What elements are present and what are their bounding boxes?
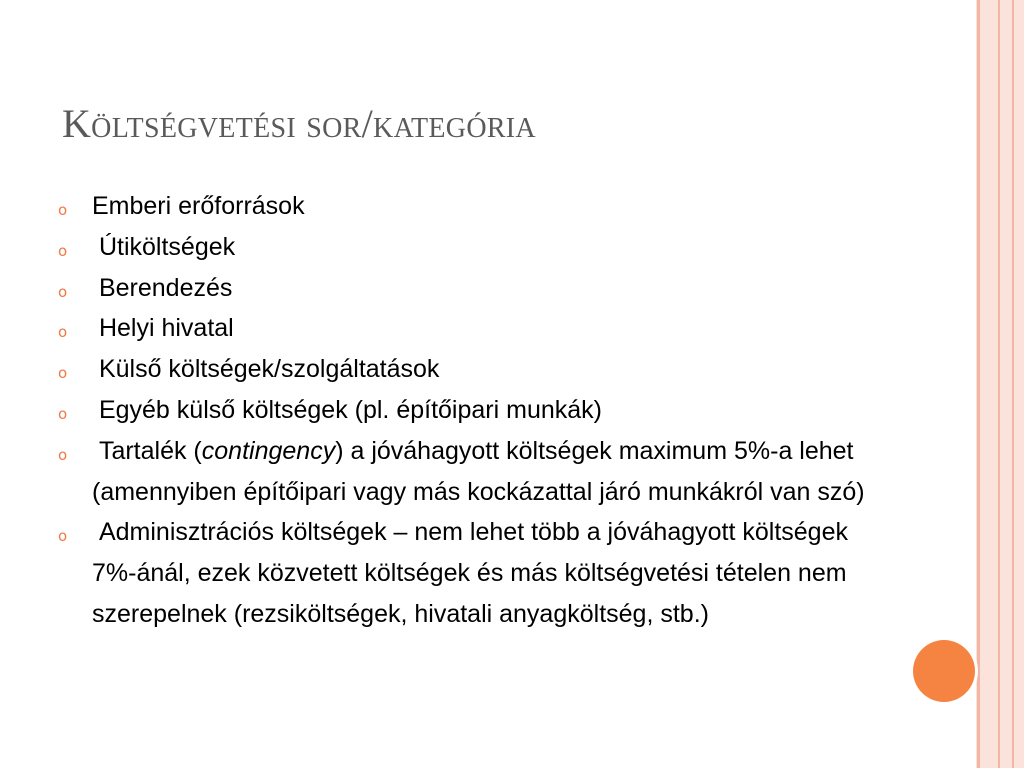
bullet-text: Egyéb külső költségek (pl. építőipari munkák) (92, 395, 602, 424)
slide-title: Költségvetési sor/kategória (62, 101, 536, 146)
list-item (58, 431, 888, 513)
bullet-text: Berendezés (92, 273, 233, 302)
bullet-circle-icon: o (58, 323, 68, 342)
list-item (58, 349, 888, 390)
right-decorative-band (976, 0, 1024, 768)
bullet-text-part: Tartalék ( (92, 436, 202, 465)
bullet-text (92, 437, 865, 506)
list-item (58, 268, 888, 309)
bullet-text-italic: contingency (201, 436, 336, 465)
bullet-circle-icon: o (58, 201, 68, 219)
list-item (58, 512, 888, 634)
bullet-text: Adminisztrációs költségek – nem lehet több a jóváhagyott költségek 7%-ánál, ezek közvetett költségek és más költségvetési tételen nem szerepelnek (rezsiköltségek, hivatali anyagköltség, stb.) (92, 518, 862, 628)
bullet-circle-icon: o (58, 527, 68, 546)
bullet-circle-icon: o (58, 445, 68, 464)
list-item (58, 390, 888, 431)
bullet-circle-icon: o (58, 404, 68, 423)
bullet-text: Emberi erőforrások (92, 192, 305, 220)
decorative-orange-circle (913, 640, 975, 702)
bullet-text-part: ) a jóváhagyott költségek maximum 5%-a lehet (amennyiben építőipari vagy más kockázattal járó munkákról van szó) (92, 436, 865, 506)
bullet-text: Útiköltségek (92, 232, 236, 261)
list-item (58, 308, 888, 349)
bullet-circle-icon: o (58, 241, 68, 260)
bullet-list (58, 186, 888, 635)
right-decorative-line (977, 0, 980, 768)
bullet-text: Külső költségek/szolgáltatások (92, 355, 440, 384)
right-decorative-line (1012, 0, 1014, 768)
list-item (58, 227, 888, 268)
bullet-circle-icon: o (58, 364, 68, 383)
right-decorative-line (998, 0, 1000, 768)
bullet-circle-icon: o (58, 282, 68, 301)
list-item (58, 186, 888, 227)
bullet-text: Helyi hivatal (92, 314, 234, 343)
